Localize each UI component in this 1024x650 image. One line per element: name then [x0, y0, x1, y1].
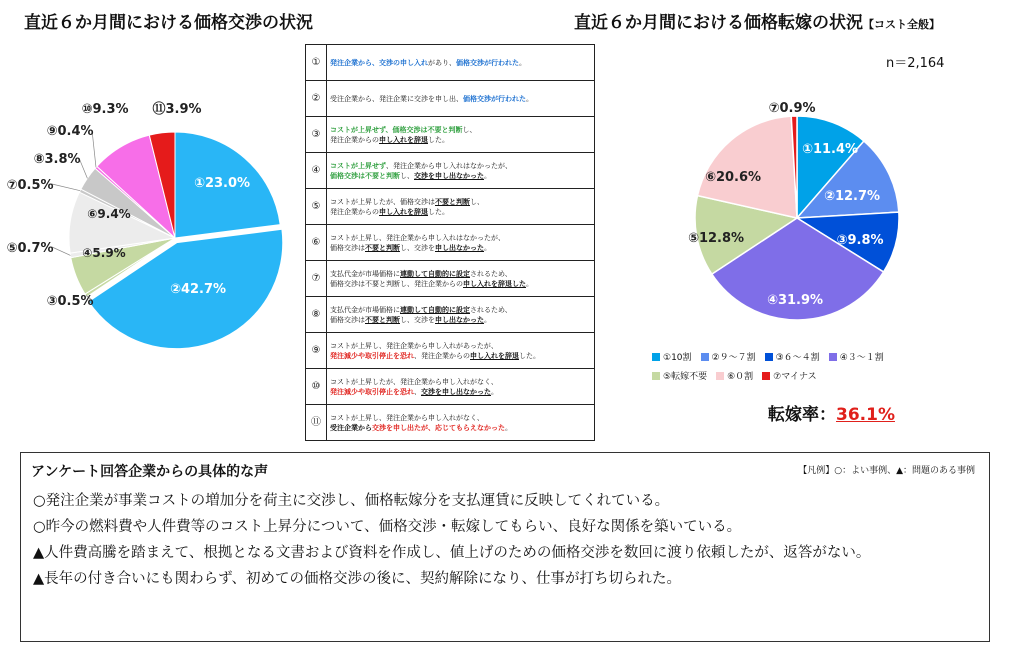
table-row-number: ② — [306, 81, 327, 117]
legend-item — [652, 369, 707, 382]
legend-swatch — [762, 372, 770, 380]
table-row-number: ⑨ — [306, 333, 327, 369]
left-pie-label-4: ④5.9% — [82, 246, 126, 260]
table-row-text: コストが上昇せず、価格交渉は不要と判断し、 発注企業からの申し入れを辞退した。 — [327, 117, 595, 153]
table-row-number: ⑦ — [306, 261, 327, 297]
table-row-text: コストが上昇し、発注企業から申し入れがあったが、 発注減少や取引停止を恐れ、発注企業からの申し入れを辞退した。 — [327, 333, 595, 369]
left-pie-label-11: ⑪3.9% — [152, 102, 202, 117]
right-pie-label-1: ①11.4% — [801, 142, 859, 157]
legend-swatch — [829, 353, 837, 361]
left-pie-label-2: ②42.7% — [169, 282, 227, 297]
table-row — [306, 369, 595, 405]
table-row-number: ⑪ — [306, 405, 327, 441]
left-pie-label-3: ③0.5% — [46, 294, 94, 309]
legend-label: ⑤転嫁不要 — [663, 372, 708, 382]
left-pie-label-5: ⑤0.7% — [6, 241, 54, 256]
right-pie-label-2: ②12.7% — [823, 189, 881, 204]
left-pie-leader-5 — [52, 247, 70, 255]
voice-item — [33, 543, 983, 563]
legend-swatch — [765, 353, 773, 361]
voices-legend: 【凡例】○：よい事例、▲：問題のある事例 — [798, 466, 975, 476]
pass-rate-label: 転嫁率： — [768, 405, 836, 425]
right-pie-label-5: ⑤12.8% — [687, 231, 745, 246]
left-pie-leader-7 — [52, 184, 80, 191]
table-row-text: コストが上昇したが、価格交渉は不要と判断し、 発注企業からの申し入れを辞退した。 — [327, 189, 595, 225]
voice-text: 昨今の燃料費や人件費等のコスト上昇分について、価格交渉・転嫁してもらい、良好な関係を築いている。 — [45, 519, 742, 535]
legend-row — [652, 369, 952, 382]
table-row-text: コストが上昇したが、発注企業から申し入れがなく、 発注減少や取引停止を恐れ、交渉を申し出なかった。 — [327, 369, 595, 405]
table-row — [306, 333, 595, 369]
voices-list — [33, 491, 983, 595]
voice-item — [33, 491, 983, 511]
sample-size-label: n＝2,164 — [886, 56, 945, 71]
table-row-number: ① — [306, 45, 327, 81]
right-chart-title-tag: 【コスト全般】 — [863, 18, 940, 31]
voice-text: 人件費高騰を踏まえて、根拠となる文書および資料を作成し、値上げのための価格交渉を数回に渡り依頼したが、返答がない。 — [44, 545, 871, 561]
pass-rate-value: 36.1% — [836, 405, 895, 425]
table-row-number: ③ — [306, 117, 327, 153]
right-pie-label-7: ⑦0.9% — [768, 101, 816, 116]
pass-through-rate — [768, 400, 895, 425]
problem-example-icon: ▲ — [33, 545, 45, 561]
legend-label: ②９～７割 — [711, 353, 756, 363]
pass-through-legend — [652, 350, 952, 388]
table-row-number: ⑥ — [306, 225, 327, 261]
left-pie-label-10: ⑩9.3% — [81, 102, 129, 117]
table-row — [306, 225, 595, 261]
price-negotiation-pie-chart — [0, 80, 300, 360]
price-pass-through-pie-chart — [680, 90, 920, 340]
table-row — [306, 117, 595, 153]
legend-swatch — [701, 353, 709, 361]
table-row-text: 支払代金が市場価格に連動して自動的に設定されるため、 価格交渉は不要と判断し、発注企業からの申し入れを辞退した。 — [327, 261, 595, 297]
legend-item — [652, 350, 692, 363]
voice-text: 発注企業が事業コストの増加分を荷主に交渉し、価格転嫁分を支払運賃に反映してくれている。 — [45, 493, 670, 509]
voice-item — [33, 517, 983, 537]
legend-swatch — [652, 353, 660, 361]
left-pie-label-1: ①23.0% — [193, 176, 251, 191]
table-row-text: 受注企業から、発注企業に交渉を申し出、価格交渉が行われた。 — [327, 81, 595, 117]
table-row — [306, 153, 595, 189]
table-row-number: ④ — [306, 153, 327, 189]
table-row-number: ⑤ — [306, 189, 327, 225]
left-pie-label-9: ⑨0.4% — [46, 124, 94, 139]
legend-label: ③６～４割 — [775, 353, 820, 363]
right-pie-label-3: ③9.8% — [836, 233, 884, 248]
legend-swatch — [716, 372, 724, 380]
legend-item — [765, 350, 820, 363]
company-voices-box — [20, 452, 990, 642]
problem-example-icon: ▲ — [33, 571, 45, 587]
voice-item — [33, 569, 983, 589]
right-chart-title: 直近６か月間における価格転嫁の状況【コスト全般】 — [574, 13, 940, 33]
table-row-text: 支払代金が市場価格に連動して自動的に設定されるため、 価格交渉は不要と判断し、交渉を申し出なかった。 — [327, 297, 595, 333]
legend-item — [701, 350, 756, 363]
legend-item — [829, 350, 884, 363]
table-row — [306, 189, 595, 225]
table-row-number: ⑩ — [306, 369, 327, 405]
good-example-icon: ○ — [33, 493, 46, 509]
table-row — [306, 45, 595, 81]
table-row — [306, 261, 595, 297]
legend-label: ④３～１割 — [839, 353, 884, 363]
voice-text: 長年の付き合いにも関わらず、初めての価格交渉の後に、契約解除になり、仕事が打ち切られた。 — [44, 571, 681, 587]
left-pie-label-7: ⑦0.5% — [6, 178, 54, 193]
left-pie-label-6: ⑥9.4% — [87, 207, 131, 221]
legend-row — [652, 350, 952, 363]
left-chart-title: 直近６か月間における価格交渉の状況 — [24, 13, 313, 33]
table-row — [306, 81, 595, 117]
table-row-text: コストが上昇せず、発注企業から申し入れはなかったが、 価格交渉は不要と判断し、交渉を申し出なかった。 — [327, 153, 595, 189]
legend-label: ⑥０割 — [727, 372, 754, 382]
negotiation-category-table — [305, 44, 595, 441]
legend-item — [762, 369, 817, 382]
left-pie-label-8: ⑧3.8% — [33, 152, 81, 167]
table-row-text: コストが上昇し、発注企業から申し入れはなかったが、 価格交渉は不要と判断し、交渉を申し出なかった。 — [327, 225, 595, 261]
table-row — [306, 405, 595, 441]
voices-title: アンケート回答企業からの具体的な声 — [31, 464, 269, 480]
good-example-icon: ○ — [33, 519, 46, 535]
table-row-text: コストが上昇し、発注企業から申し入れがなく、 受注企業から交渉を申し出たが、応じてもらえなかった。 — [327, 405, 595, 441]
legend-label: ⑦マイナス — [773, 372, 817, 382]
legend-swatch — [652, 372, 660, 380]
right-pie-label-4: ④31.9% — [766, 293, 824, 308]
legend-item — [716, 369, 753, 382]
table-row-number: ⑧ — [306, 297, 327, 333]
legend-label: ①10割 — [663, 353, 692, 363]
right-pie-label-6: ⑥20.6% — [704, 170, 762, 185]
table-row-text: 発注企業から、交渉の申し入れがあり、価格交渉が行われた。 — [327, 45, 595, 81]
table-row — [306, 297, 595, 333]
